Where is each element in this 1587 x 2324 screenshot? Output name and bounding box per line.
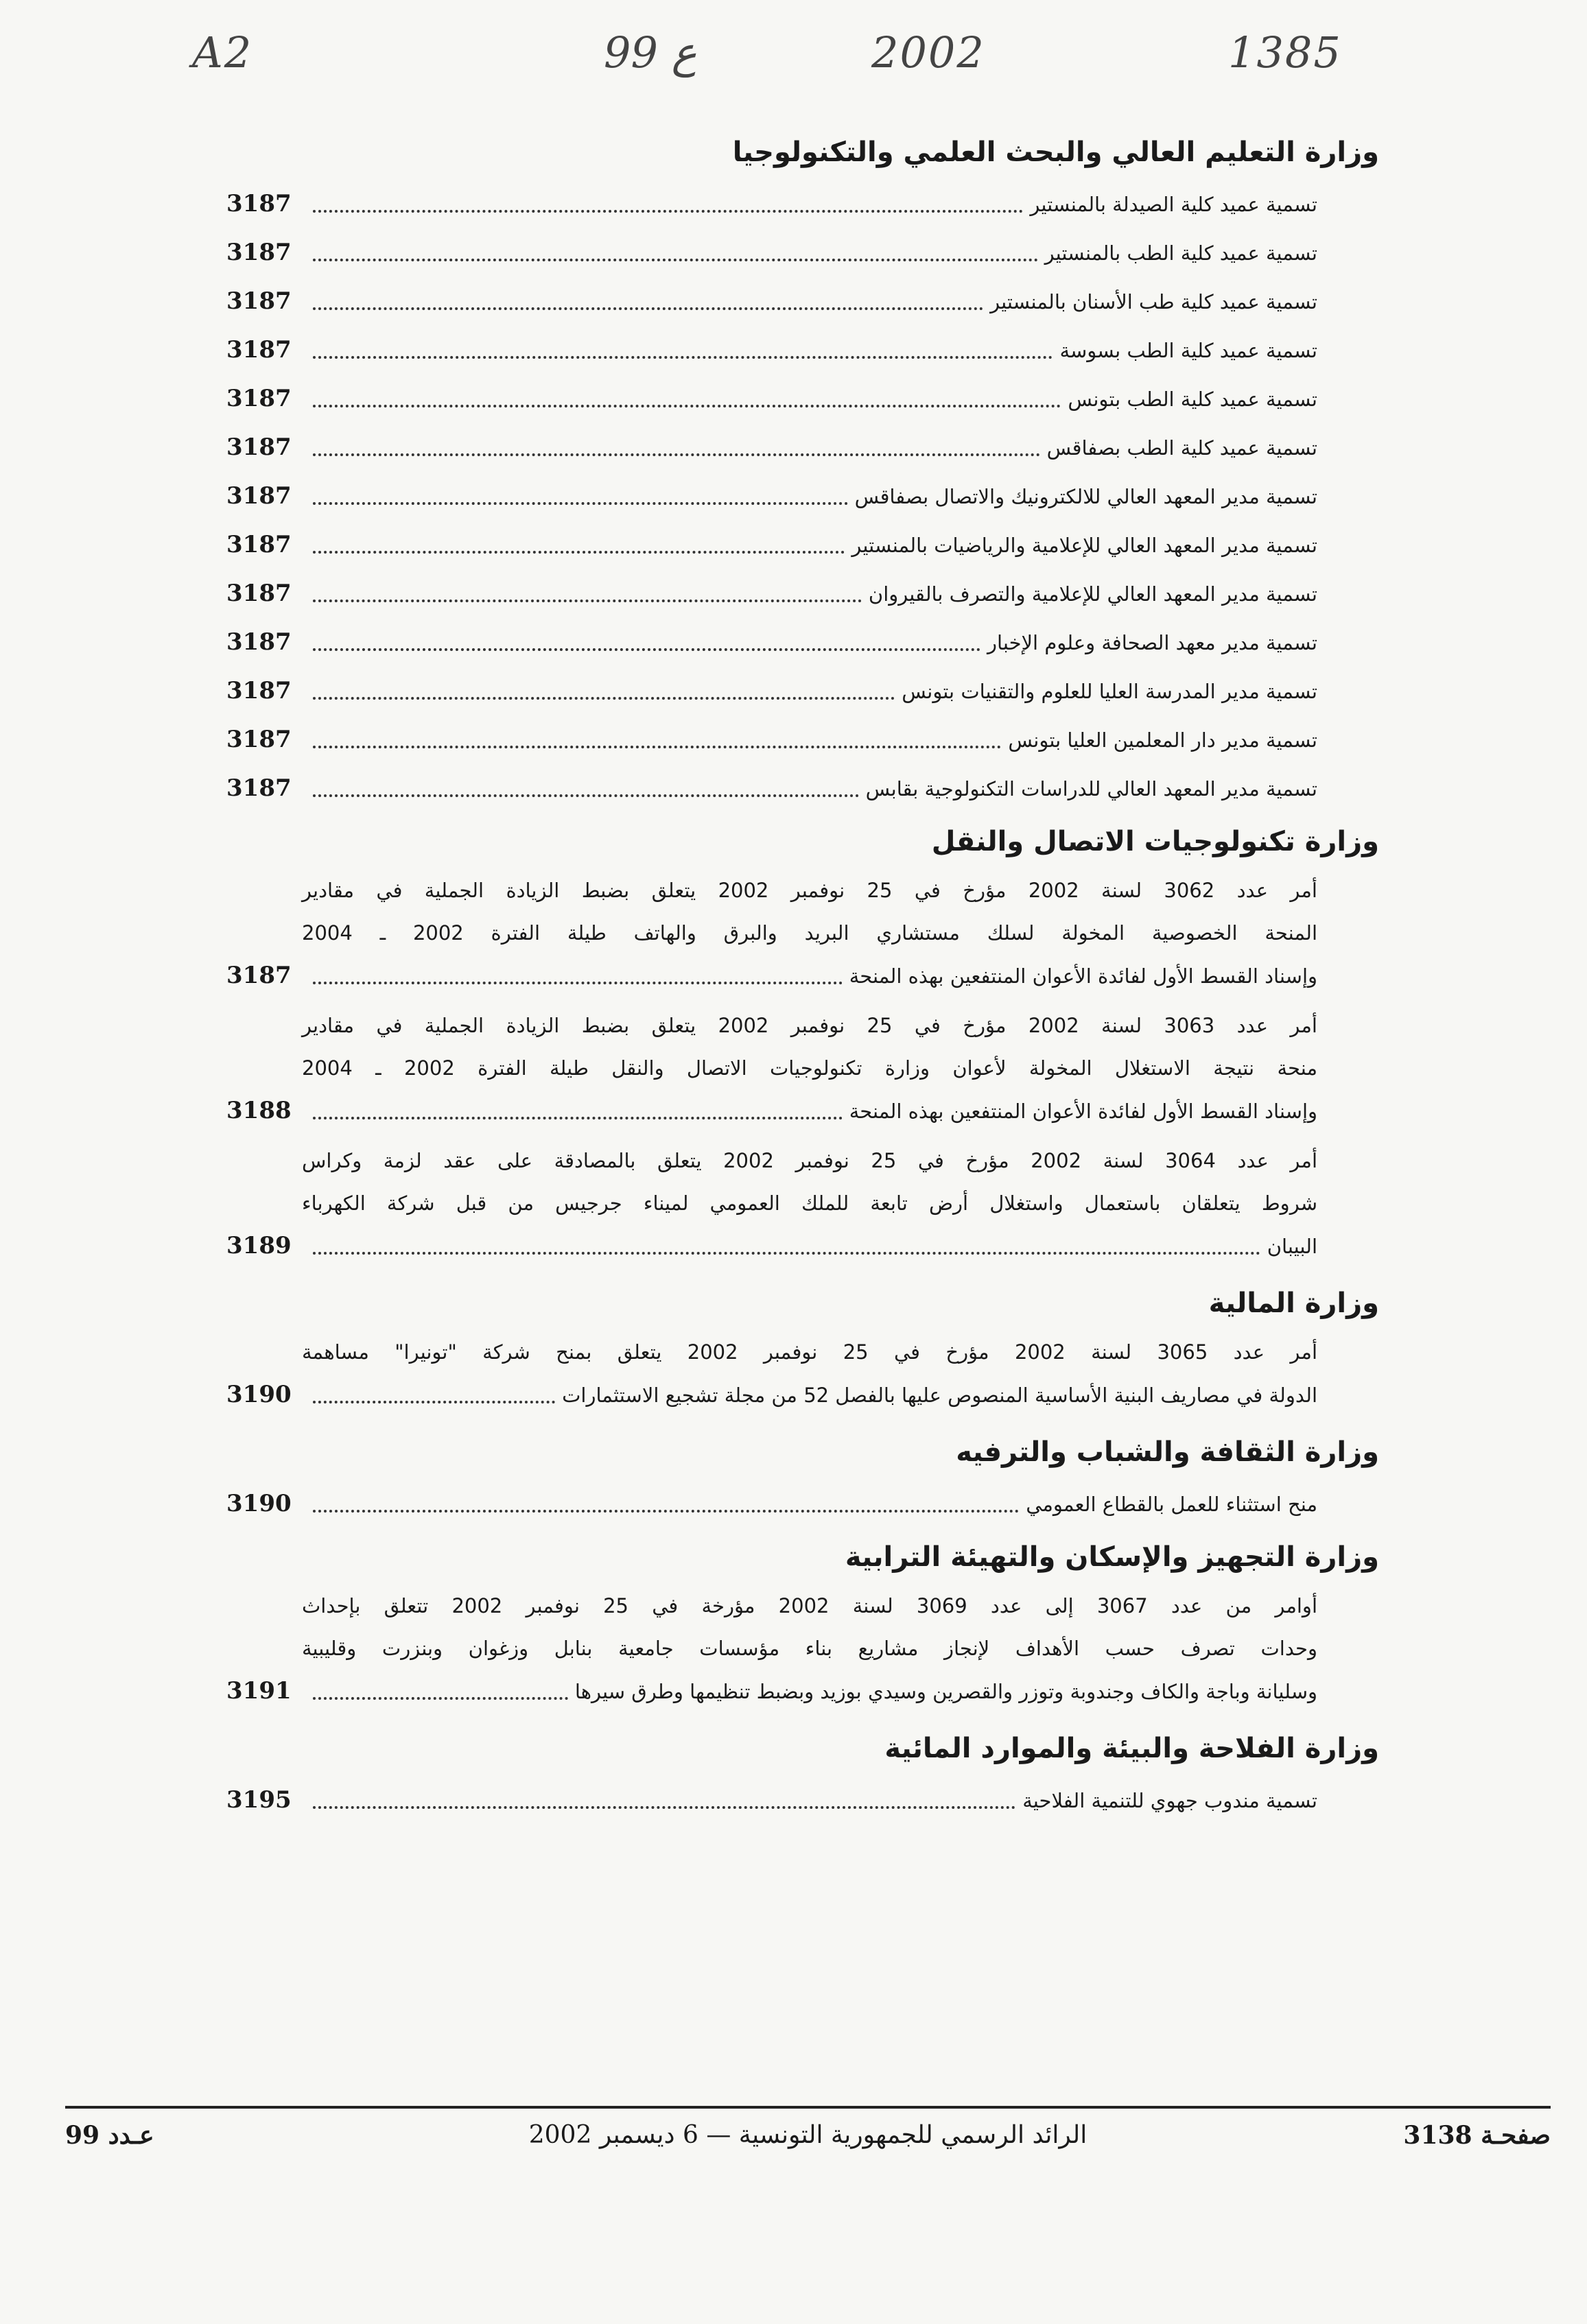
- leader-dots: [313, 1806, 1015, 1809]
- toc-row-title: تسمية مدير دار المعلمين العليا بتونس: [1008, 728, 1317, 752]
- entry-last-text: البيبان: [1267, 1235, 1317, 1258]
- entry-last-line: [226, 1670, 1317, 1713]
- toc-row-page: 3187: [226, 677, 292, 704]
- leader-dots: [313, 356, 1053, 359]
- leader-dots: [313, 210, 1023, 213]
- toc-row: [226, 1776, 1379, 1825]
- entry-line: أمر عدد 3065 لسنة 2002 مؤرخ في 25 نوفمبر 2002 يتعلق بمنح شركة "تونيرا" مساهمة: [302, 1340, 1318, 1364]
- toc-row-title: منح استثناء للعمل بالقطاع العمومي: [1026, 1493, 1317, 1516]
- toc-row: [226, 521, 1379, 569]
- toc-row: [226, 180, 1379, 228]
- toc-row-title: تسمية عميد كلية الطب بتونس: [1068, 388, 1317, 411]
- entry-line: أمر عدد 3063 لسنة 2002 مؤرخ في 25 نوفمبر 2002 يتعلق بضبط الزيادة الجملية في مقادير: [302, 1014, 1317, 1037]
- toc-row: [226, 715, 1379, 764]
- toc-row-page: 3187: [226, 385, 292, 412]
- leader-dots: [313, 551, 845, 554]
- toc-row-page: 3187: [226, 482, 292, 510]
- decree-entry: [226, 1139, 1379, 1268]
- entry-page: 3189: [226, 1232, 292, 1259]
- toc-row-title: تسمية مدير المعهد العالي للإعلامية والتصرف بالقيروان: [868, 582, 1317, 606]
- leader-dots: [313, 259, 1038, 261]
- footer-row: [65, 2121, 1551, 2169]
- toc-row-title: تسمية مدير المعهد العالي للإعلامية والرياضيات بالمنستير: [851, 534, 1317, 557]
- leader-dots: [313, 1697, 568, 1700]
- ministry-heading: وزارة الثقافة والشباب والترفيه: [956, 1436, 1379, 1468]
- table-of-contents: [226, 123, 1379, 1825]
- entry-line: وحدات تصرف حسب الأهداف لإنجاز مشاريع بناء مؤسسات جامعية بنابل وزغوان وبنزرت وقليبية: [302, 1637, 1317, 1660]
- entry-line: المنحة الخصوصية المخولة لسلك مستشاري البريد والبرق والهاتف طيلة الفترة 2002 ـ 2004: [302, 921, 1317, 945]
- handwritten-note: A2: [192, 27, 253, 78]
- toc-row: [226, 472, 1379, 521]
- toc-row: [226, 1480, 1379, 1528]
- toc-row: [226, 569, 1379, 618]
- entry-line: أمر عدد 3062 لسنة 2002 مؤرخ في 25 نوفمبر 2002 يتعلق بضبط الزيادة الجملية في مقادير: [302, 879, 1317, 902]
- toc-row-page: 3187: [226, 434, 292, 461]
- decree-entry: [226, 1004, 1379, 1133]
- decree-entry: [226, 1585, 1379, 1713]
- toc-row-title: تسمية مندوب جهوي للتنمية الفلاحية: [1022, 1789, 1317, 1812]
- decree-entry: [226, 869, 1379, 997]
- toc-list: [226, 180, 1379, 813]
- toc-row: [226, 228, 1379, 277]
- toc-row-title: تسمية مدير المعهد العالي للالكترونيك والاتصال بصفاقس: [854, 485, 1317, 508]
- toc-row: [226, 667, 1379, 715]
- entry-last-text: وإسناد القسط الأول لفائدة الأعوان المنتفعين بهذه المنحة: [849, 1100, 1317, 1123]
- toc-row-page: 3187: [226, 628, 292, 656]
- toc-row-page: 3187: [226, 336, 292, 364]
- toc-row-title: تسمية مدير المدرسة العليا للعلوم والتقنيات بتونس: [902, 680, 1317, 703]
- toc-row-page: 3187: [226, 190, 292, 217]
- toc-row: [226, 618, 1379, 667]
- toc-row-page: 3187: [226, 774, 292, 802]
- entry-last-text: الدولة في مصاريف البنية الأساسية المنصوص عليها بالفصل 52 من مجلة تشجيع الاستثمارات: [562, 1384, 1317, 1407]
- toc-row-page: 3187: [226, 239, 292, 266]
- entry-last-text: وسليانة وباجة والكاف وجندوبة وتوزر والقصرين وسيدي بوزيد وبضبط تنظيمها وطرق سيرها: [574, 1680, 1317, 1703]
- leader-dots: [313, 1252, 1260, 1255]
- entry-line: منحة نتيجة الاستغلال المخولة لأعوان وزارة تكنولوجيات الاتصال والنقل طيلة الفترة 2002 ـ 2004: [302, 1056, 1317, 1080]
- toc-row-page: 3195: [226, 1786, 292, 1814]
- toc-row: [226, 375, 1379, 423]
- ministry-heading: وزارة المالية: [1208, 1288, 1379, 1319]
- toc-row-page: 3190: [226, 1490, 292, 1517]
- page-footer: [65, 2106, 1551, 2169]
- decree-entry: [226, 1331, 1379, 1416]
- toc-row-page: 3187: [226, 580, 292, 607]
- toc-row: [226, 326, 1379, 375]
- entry-last-line: [226, 1224, 1317, 1268]
- leader-dots: [313, 1117, 843, 1119]
- entry-last-line: [226, 1373, 1317, 1416]
- footer-page-number: صفحـة 3138: [1403, 2121, 1551, 2150]
- leader-dots: [313, 648, 980, 651]
- toc-row-title: تسمية عميد كلية الصيدلة بالمنستير: [1030, 193, 1317, 216]
- ministry-heading: وزارة الفلاحة والبيئة والموارد المائية: [884, 1733, 1379, 1764]
- leader-dots: [313, 794, 859, 797]
- handwritten-note: 1385: [1228, 27, 1342, 78]
- leader-dots: [313, 453, 1040, 456]
- toc-row-title: تسمية عميد كلية الطب بالمنستير: [1044, 241, 1317, 265]
- leader-dots: [313, 307, 983, 310]
- toc-row-title: تسمية عميد كلية الطب بسوسة: [1059, 339, 1317, 362]
- entry-line: أمر عدد 3064 لسنة 2002 مؤرخ في 25 نوفمبر 2002 يتعلق بالمصادقة على عقد لزمة وكراس: [302, 1149, 1318, 1172]
- entry-page: 3191: [226, 1677, 292, 1705]
- entry-page: 3190: [226, 1381, 292, 1408]
- toc-row-page: 3187: [226, 287, 292, 315]
- footer-journal-title: الرائد الرسمي للجمهورية التونسية — 6 ديسمبر 2002: [528, 2121, 1088, 2149]
- toc-row-title: تسمية عميد كلية طب الأسنان بالمنستير: [990, 290, 1317, 313]
- leader-dots: [313, 405, 1061, 407]
- entry-page: 3187: [226, 962, 292, 989]
- leader-dots: [313, 1401, 555, 1403]
- entry-last-text: وإسناد القسط الأول لفائدة الأعوان المنتفعين بهذه المنحة: [849, 964, 1317, 988]
- toc-row: [226, 764, 1379, 813]
- toc-row-page: 3187: [226, 726, 292, 753]
- toc-row-title: تسمية مدير معهد الصحافة وعلوم الإخبار: [987, 631, 1317, 654]
- leader-dots: [313, 746, 1001, 748]
- toc-row: [226, 423, 1379, 472]
- leader-dots: [313, 697, 895, 700]
- entry-last-line: [226, 954, 1317, 997]
- entry-line: أوامر من عدد 3067 إلى عدد 3069 لسنة 2002 مؤرخة في 25 نوفمبر 2002 تتعلق بإحداث: [302, 1594, 1317, 1617]
- toc-row-page: 3187: [226, 531, 292, 558]
- footer-issue-number: عـدد 99: [65, 2121, 154, 2150]
- entry-line: شروط يتعلقان باستعمال واستغلال أرض تابعة للملك العمومي لميناء جرجيس من قبل شركة الكهرباء: [302, 1191, 1317, 1215]
- leader-dots: [313, 1510, 1019, 1513]
- leader-dots: [313, 600, 862, 602]
- handwritten-note: 2002: [871, 27, 985, 78]
- ministry-heading: وزارة التجهيز والإسكان والتهيئة الترابية: [845, 1541, 1379, 1573]
- ministry-heading: وزارة تكنولوجيات الاتصال والنقل: [931, 826, 1379, 857]
- entry-page: 3188: [226, 1097, 292, 1124]
- leader-dots: [313, 982, 843, 984]
- toc-row-title: تسمية مدير المعهد العالي للدراسات التكنولوجية بقابس: [865, 777, 1317, 801]
- leader-dots: [313, 502, 848, 505]
- ministry-heading: وزارة التعليم العالي والبحث العلمي والتكنولوجيا: [732, 137, 1379, 168]
- entry-last-line: [226, 1089, 1317, 1133]
- toc-row: [226, 277, 1379, 326]
- handwritten-note: 99 ع: [604, 27, 697, 78]
- toc-row-title: تسمية عميد كلية الطب بصفاقس: [1046, 436, 1317, 460]
- handwritten-notes: [0, 27, 1587, 89]
